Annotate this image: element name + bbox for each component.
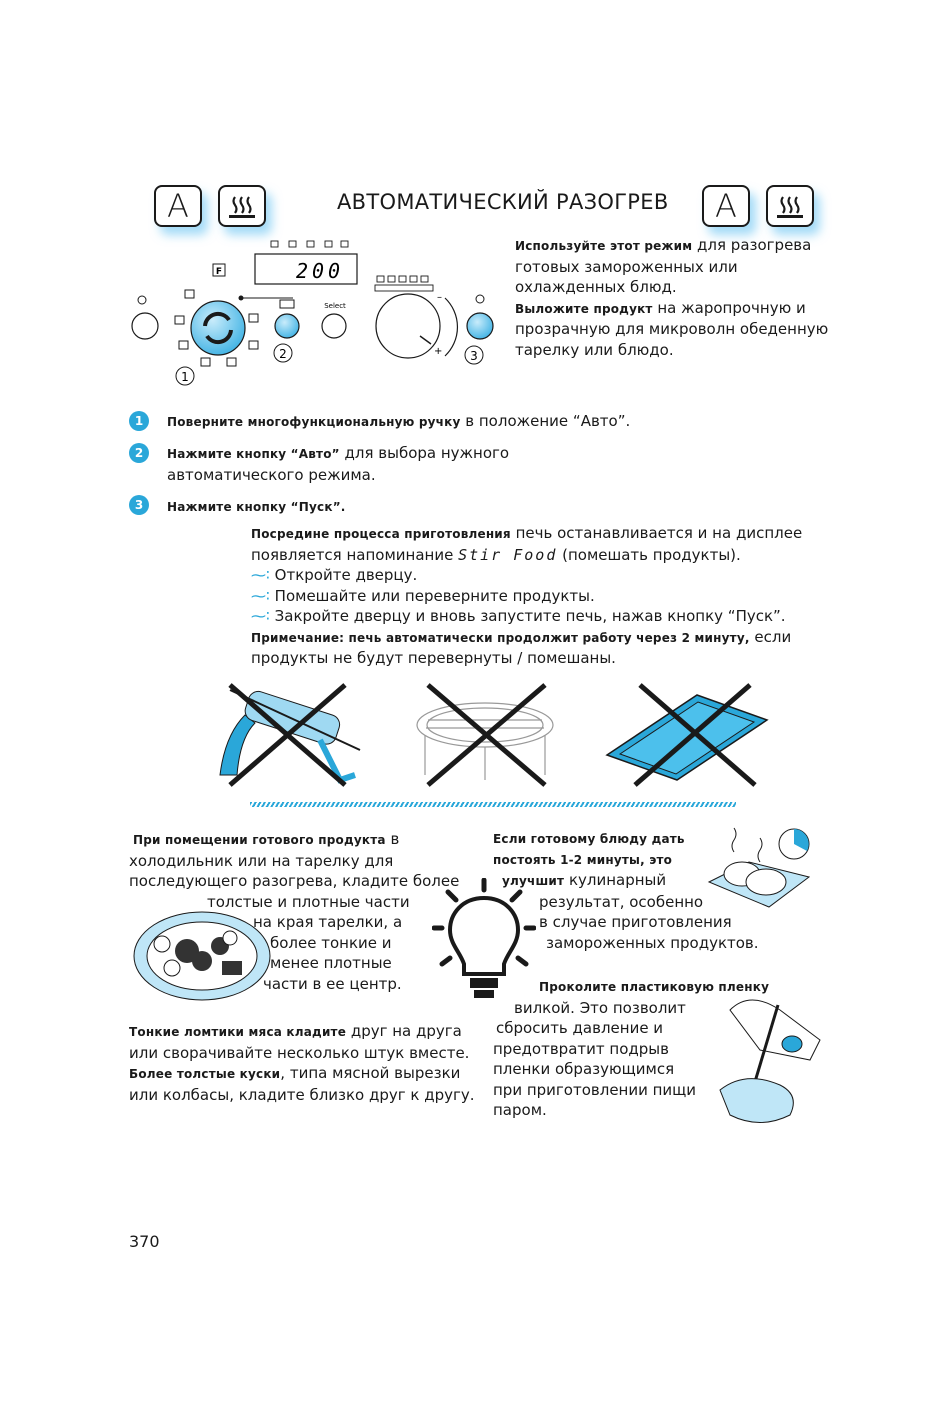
stir-food-display-text: Stir Food	[458, 545, 558, 564]
step-3-badge: 3	[129, 495, 149, 515]
callout-1-label: 1	[181, 370, 189, 384]
tip3-l6: замороженных продуктов.	[546, 933, 759, 952]
tip3-l5: в случае приготовления	[539, 913, 732, 931]
intro-line-5: прозрачную для микроволн обеденную	[515, 320, 829, 338]
select-button[interactable]	[322, 314, 346, 338]
forbidden-accessories	[200, 680, 780, 792]
tip3-emph-2: постоять 1-2 минуты, это	[493, 852, 673, 867]
mid-line-2a: появляется напоминание	[251, 545, 459, 564]
step-1-emph: Поверните многофункциональную ручку	[167, 415, 461, 429]
tip2-emph: Тонкие ломтики мяса кладите	[129, 1025, 347, 1039]
callout-3-label: 3	[470, 349, 478, 363]
standing-dish-image	[704, 822, 816, 914]
divider	[250, 802, 736, 807]
step-2	[167, 443, 509, 485]
step-2-text-2: автоматического режима.	[167, 465, 376, 484]
start-button[interactable]	[467, 313, 493, 339]
display-top-icons	[271, 241, 348, 247]
intro-line-4: на жаропрочную и	[652, 298, 806, 317]
step-2-emph: Нажмите кнопку “Авто”	[167, 447, 340, 461]
tip1-l3: последующего разогрева, кладите более	[129, 872, 460, 890]
steam-plate-icon	[220, 187, 264, 225]
mid-emph: Посредине процесса приготовления	[251, 527, 511, 541]
stop-button[interactable]	[132, 313, 158, 339]
intro-text	[515, 235, 828, 360]
knob-letter: F	[215, 267, 223, 277]
tip1-l7: менее плотные	[270, 954, 392, 972]
mid-line-1: печь останавливается и на дисплее	[510, 524, 803, 542]
auto-mode-icon	[154, 185, 202, 227]
step-1-badge: 1	[129, 411, 149, 431]
bullet-3: Закройте дверцу и вновь запустите печь, нажав кнопку “Пуск”.	[274, 607, 786, 625]
mid-line-2b: (помешать продукты).	[557, 545, 741, 564]
callout-2-label: 2	[279, 347, 287, 361]
step-3-emph: Нажмите кнопку “Пуск”.	[167, 500, 346, 514]
reheat-icon	[218, 185, 266, 227]
reheat-icon-right	[766, 185, 814, 227]
mode-indicator-icons	[375, 276, 433, 291]
start-icon	[476, 295, 484, 303]
tip3-emph-1: Если готовому блюду дать	[493, 832, 685, 846]
cross-icon	[428, 685, 545, 785]
tip1-l2: холодильник или на тарелку для	[129, 851, 394, 870]
mid-block	[251, 523, 802, 669]
intro-line-2: готовых замороженных или	[515, 257, 738, 276]
note-line-2: продукты не будут перевернуты / помешаны.	[251, 649, 616, 667]
bullet-1: Откройте дверцу.	[274, 566, 418, 584]
tip4-l7: паром.	[493, 1101, 547, 1119]
note-rest: если	[749, 627, 792, 646]
tip2-l2: или сворачивайте несколько штук вместе.	[129, 1043, 470, 1062]
tip2-l4: или колбасы, кладите близко друг к другу.	[129, 1085, 475, 1104]
control-panel-illustration	[125, 236, 505, 396]
bullet-icon: ⁓∶	[251, 607, 275, 625]
step-2-text: для выбора нужного	[339, 444, 510, 462]
plus-label: +	[434, 346, 443, 357]
step-1	[167, 411, 630, 433]
steam-plate-icon	[768, 187, 812, 225]
step-2-badge: 2	[129, 443, 149, 463]
tip1-l5: на края тарелки, а	[253, 913, 403, 931]
tip3-emph-3: улучшит	[502, 874, 565, 888]
tip2-l1: друг на друга	[346, 1022, 462, 1040]
multifunction-knob[interactable]	[191, 301, 245, 355]
bullet-icon: ⁓∶	[251, 566, 275, 584]
auto-button[interactable]	[275, 314, 299, 338]
mode-letter: A	[715, 187, 737, 225]
tip1-l6: более тонкие и	[270, 933, 392, 952]
tip4-l4: предотвратит подрыв	[493, 1039, 669, 1058]
tip4-l5: пленки образующимся	[493, 1060, 675, 1078]
tip4-l2: вилкой. Это позволит	[514, 998, 686, 1017]
tip-meat-slices	[129, 1021, 475, 1105]
page-title: АВТОМАТИЧЕСКИЙ РАЗОГРЕВ	[337, 190, 669, 214]
intro-line-6: тарелку или блюдо.	[515, 340, 674, 359]
tip1-l8: части в ее центр.	[263, 974, 402, 993]
intro-line-1: для разогрева	[692, 236, 812, 254]
tip3-l3: кулинарный	[564, 871, 667, 889]
intro-line-3: охлажденных блюд.	[515, 278, 677, 296]
adjust-knob[interactable]	[376, 294, 443, 358]
tip2-l3: , типа мясной вырезки	[280, 1064, 461, 1082]
tip1-emph: При помещении готового продукта	[133, 833, 386, 847]
note-emph: Примечание: печь автоматически продолжит работу через 2 минуту,	[251, 630, 750, 645]
bullet-2: Помешайте или переверните продукты.	[274, 586, 595, 605]
bullet-icon: ⁓∶	[251, 586, 275, 605]
step-1-text: в положение “Авто”.	[460, 412, 631, 430]
plate-image	[132, 906, 272, 1002]
step-3	[167, 496, 346, 518]
auto-mode-icon-right	[702, 185, 750, 227]
tip1-l1: в	[385, 830, 400, 848]
pierce-film-image	[700, 990, 830, 1130]
tip3-l4: результат, особенно	[539, 892, 704, 911]
tip4-l3: сбросить давление и	[496, 1019, 664, 1037]
select-label: Select	[324, 302, 346, 310]
page-number: 370	[129, 1232, 160, 1251]
stop-icon	[138, 296, 146, 304]
tip4-emph: Проколите пластиковую пленку	[539, 980, 770, 994]
grill-rack-image	[417, 703, 553, 780]
display-value: 200	[295, 259, 345, 283]
intro-emph-1: Используйте этот режим	[515, 239, 693, 253]
tip4-l6: при приготовлении пищи	[493, 1080, 697, 1099]
minus-label: –	[437, 292, 442, 303]
intro-emph-2: Выложите продукт	[515, 301, 653, 316]
tip2-emph-2: Более толстые куски	[129, 1067, 281, 1081]
tip1-l4: толстые и плотные части	[207, 892, 410, 911]
mode-letter: A	[167, 187, 189, 225]
